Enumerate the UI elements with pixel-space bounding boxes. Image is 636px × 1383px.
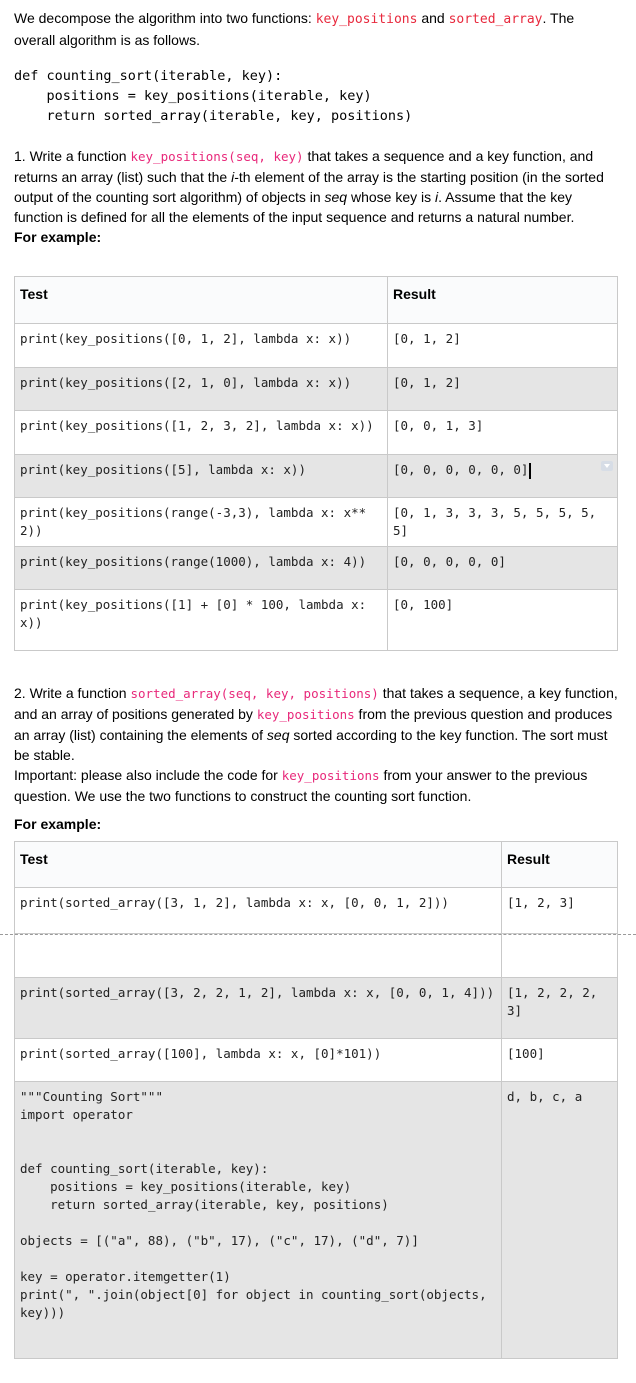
result-cell: [0, 1, 3, 3, 3, 5, 5, 5, 5, 5] (388, 498, 618, 547)
table-row-empty (15, 934, 618, 978)
table-row (15, 1082, 618, 1359)
algorithm-code-block: def counting_sort(iterable, key): positions = key_positions(iterable, key) return sorted_array(iterable, key, positions) (14, 68, 413, 124)
intro-text: and (417, 10, 449, 26)
question-2-text (14, 683, 618, 765)
table-row (15, 498, 618, 547)
intro-paragraph (14, 8, 614, 50)
result-cell: [0, 100] (388, 590, 618, 651)
question-2 (14, 683, 618, 834)
table-row (15, 324, 618, 368)
q1-italic-i: i (435, 189, 439, 205)
q1-italic-i: i (231, 169, 235, 185)
result-cell (502, 934, 618, 978)
test-cell: print(sorted_array([3, 1, 2], lambda x: x, [0, 0, 1, 2])) (15, 888, 502, 934)
result-cell: d, b, c, a (502, 1082, 618, 1359)
for-example-label: For example: (14, 816, 102, 832)
q2-italic-seq: seq (266, 727, 290, 743)
question-1-text (14, 146, 618, 227)
table-row (15, 411, 618, 455)
table-row (15, 978, 618, 1039)
q1-text: whose key is (347, 189, 436, 205)
header-test: Test (15, 277, 388, 324)
table-header-row (15, 842, 618, 888)
text-cursor (529, 463, 531, 479)
test-cell: print(key_positions([5], lambda x: x)) (15, 455, 388, 498)
important-text: Important: please also include the code for (14, 767, 282, 783)
test-cell: """Counting Sort""" import operator def counting_sort(iterable, key): positions = key_positions(iterable, key) return sorted_array(iterable, key, positions) objects = [("a", 88), ("b", 17), ("c", 17), ("d", 7)] key = operator.itemgetter(1) print(", ".join(object[0] for object in counting_sort(objects, key))) (15, 1082, 502, 1359)
result-cell: [0, 1, 2] (388, 324, 618, 368)
table-row (15, 368, 618, 411)
q1-signature: key_positions(seq, key) (130, 149, 304, 164)
dashed-separator (0, 934, 636, 935)
test-table-1 (14, 276, 618, 651)
q2-text: from the previous question and produces an array (list) containing the elements of (14, 706, 613, 743)
table-row (15, 455, 618, 498)
intro-text: . The overall algorithm is as follows. (14, 10, 575, 48)
fn-key-positions: key_positions (315, 12, 418, 27)
important-note (14, 765, 618, 806)
test-cell: print(key_positions([1, 2, 3, 2], lambda x: x)) (15, 411, 388, 455)
header-result: Result (388, 277, 618, 324)
test-cell: print(key_positions(range(1000), lambda x: 4)) (15, 547, 388, 590)
result-cell: [0, 0, 0, 0, 0] (388, 547, 618, 590)
test-cell: print(key_positions([2, 1, 0], lambda x: x)) (15, 368, 388, 411)
table-row (15, 888, 618, 934)
q1-text: that takes a sequence and a key function, and returns an array (list) such that the (14, 148, 594, 185)
test-cell: print(key_positions(range(-3,3), lambda x: x**2)) (15, 498, 388, 547)
result-cell: [1, 2, 2, 2, 3] (502, 978, 618, 1039)
q1-text: -th element of the array is the starting position (in the sorted output of the counting sort algorithm) of objects in (14, 169, 604, 205)
q1-text: . Assume that the key function is defined for all the elements of the input sequence and returns a natural number. (14, 189, 575, 225)
result-cell: [1, 2, 3] (502, 888, 618, 934)
result-cell: [100] (502, 1039, 618, 1082)
q2-text: sorted according to the key function. The sort must be stable. (14, 727, 608, 763)
q2-text: that takes a sequence, a key function, and an array of positions generated by (14, 685, 618, 722)
header-result: Result (502, 842, 618, 888)
test-table-2 (14, 841, 618, 1359)
fn-sorted-array: sorted_array (448, 12, 543, 27)
result-cell[interactable] (388, 455, 618, 498)
for-example-label: For example: (14, 229, 102, 245)
table-row (15, 547, 618, 590)
table-row (15, 590, 618, 651)
q2-text: 2. Write a function (14, 685, 131, 701)
table-header-row (15, 277, 618, 324)
test-cell (15, 934, 502, 978)
q1-italic-seq: seq (324, 189, 348, 205)
dropdown-arrow-icon[interactable] (601, 461, 613, 471)
result-text: [0, 0, 0, 0, 0, 0] (393, 462, 529, 477)
question-1 (14, 146, 618, 247)
test-cell: print(key_positions([0, 1, 2], lambda x: x)) (15, 324, 388, 368)
header-test: Test (15, 842, 502, 888)
important-text: from your answer to the previous question. We use the two functions to construct the counting sort function. (14, 767, 588, 804)
test-cell: print(sorted_array([100], lambda x: x, [0]*101)) (15, 1039, 502, 1082)
table-row (15, 1039, 618, 1082)
test-cell: print(key_positions([1] + [0] * 100, lambda x: x)) (15, 590, 388, 651)
result-cell: [0, 1, 2] (388, 368, 618, 411)
important-key-positions-ref: key_positions (281, 768, 380, 783)
q2-signature: sorted_array(seq, key, positions) (130, 686, 379, 701)
result-cell: [0, 0, 1, 3] (388, 411, 618, 455)
test-cell: print(sorted_array([3, 2, 2, 1, 2], lambda x: x, [0, 0, 1, 4])) (15, 978, 502, 1039)
intro-text: We decompose the algorithm into two functions: (14, 10, 316, 26)
q1-text: 1. Write a function (14, 148, 131, 164)
q2-key-positions-ref: key_positions (256, 707, 355, 722)
